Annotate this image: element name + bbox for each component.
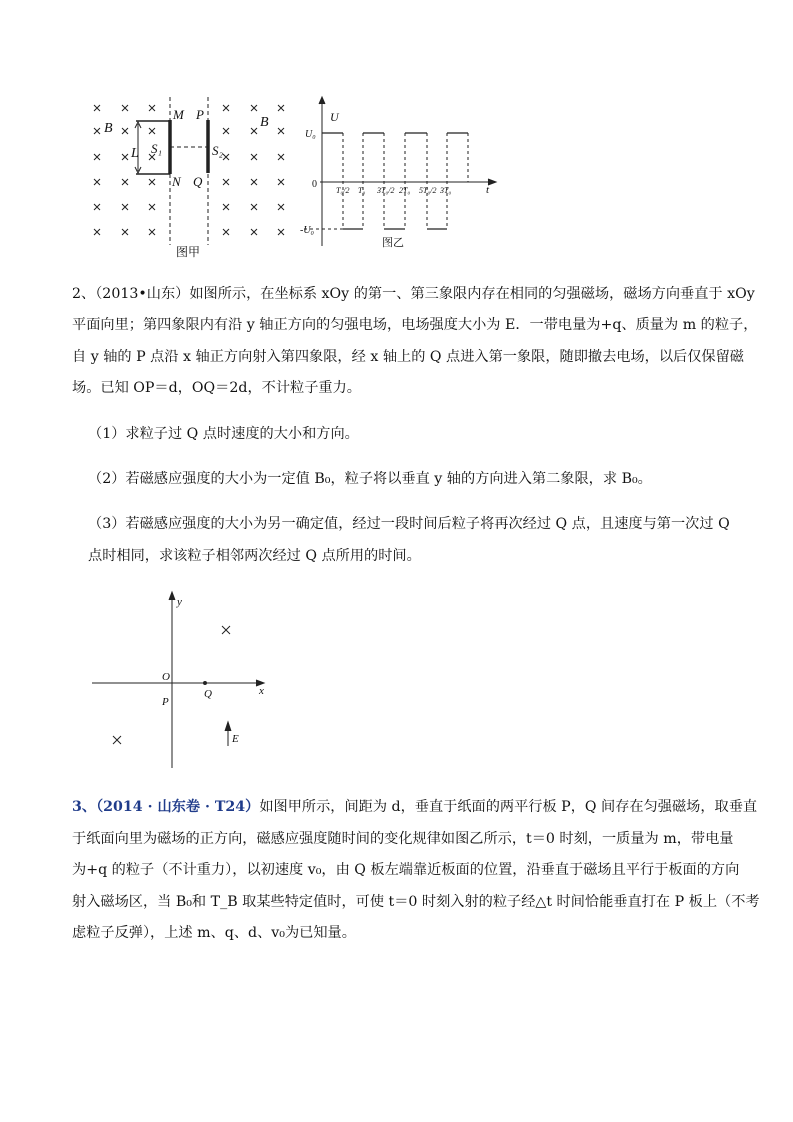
label-U0: U₀ bbox=[305, 129, 316, 140]
q3-line: 虑粒子反弹），上述 m、q、d、v₀为已知量。 bbox=[72, 925, 356, 941]
field-cross bbox=[223, 128, 229, 134]
field-cross bbox=[278, 179, 284, 185]
field-cross bbox=[149, 204, 155, 210]
label-neg-U0: -U₀ bbox=[300, 225, 315, 236]
field-cross bbox=[122, 154, 128, 160]
label-N: N bbox=[172, 174, 181, 189]
field-cross bbox=[94, 229, 100, 235]
field-cross bbox=[251, 105, 257, 111]
point-Q bbox=[204, 682, 207, 685]
q3-line: 如图甲所示，间距为 d，垂直于纸面的两平行板 P，Q 间存在匀强磁场，取垂直 bbox=[259, 799, 758, 815]
field-cross bbox=[251, 229, 257, 235]
label-y: y bbox=[177, 596, 182, 608]
field-cross bbox=[251, 128, 257, 134]
q2-sub1: （1）求粒子过 Q 点时速度的大小和方向。 bbox=[88, 426, 359, 442]
q3-line: 为+q 的粒子（不计重力），以初速度 v₀，由 Q 板左端靠近板面的位置，沿垂直于磁场且平行于板面的方向 bbox=[72, 862, 740, 878]
caption-yi: 图乙 bbox=[382, 237, 404, 249]
tick-5T0-2: 5T₀/2 bbox=[419, 186, 437, 195]
label-U: U bbox=[330, 110, 339, 124]
label-B-left: B bbox=[104, 121, 113, 136]
q2-line: 2、（2013•山东）如图所示，在坐标系 xOy 的第一、第三象限内存在相同的匀强磁场，磁场方向垂直于 xOy bbox=[72, 286, 755, 302]
q2-line: 场。已知 OP＝d，OQ＝2d，不计粒子重力。 bbox=[72, 380, 361, 396]
field-cross bbox=[149, 105, 155, 111]
field-cross bbox=[223, 229, 229, 235]
field-cross bbox=[122, 128, 128, 134]
field-cross bbox=[122, 179, 128, 185]
field-cross bbox=[94, 204, 100, 210]
tick-T0-2: T₀/2 bbox=[336, 186, 350, 195]
caption-jia: 图甲 bbox=[176, 245, 201, 259]
label-t: t bbox=[486, 184, 490, 196]
field-cross bbox=[122, 204, 128, 210]
field-cross bbox=[122, 105, 128, 111]
label-S1: S₁ bbox=[151, 141, 163, 156]
q3-line: 于纸面向里为磁场的正方向，磁感应强度随时间的变化规律如图乙所示，t＝0 时刻，一质量为 m，带电量 bbox=[72, 831, 734, 847]
field-cross bbox=[122, 229, 128, 235]
field-cross-1 bbox=[222, 626, 230, 634]
label-Q: Q bbox=[204, 688, 212, 700]
q2-line: 平面向里；第四象限内有沿 y 轴正方向的匀强电场，电场强度大小为 E．一带电量为+q、质量为 m 的粒子， bbox=[72, 317, 758, 333]
field-cross bbox=[149, 128, 155, 134]
field-cross bbox=[251, 154, 257, 160]
q2-sub2: （2）若磁感应强度的大小为一定值 B₀，粒子将以垂直 y 轴的方向进入第二象限，求 B₀。 bbox=[88, 471, 652, 487]
field-cross bbox=[278, 229, 284, 235]
q3-line: 射入磁场区，当 B₀和 T_B 取某些特定值时，可使 t＝0 时刻入射的粒子经△t 时间恰能垂直打在 P 板上（不考 bbox=[72, 894, 760, 910]
field-cross bbox=[278, 154, 284, 160]
tick-T0: T₀ bbox=[358, 186, 366, 195]
q3-first-line bbox=[72, 797, 758, 817]
field-cross bbox=[251, 204, 257, 210]
field-cross bbox=[94, 105, 100, 111]
field-cross bbox=[278, 128, 284, 134]
label-zero: 0 bbox=[312, 179, 317, 190]
magnetic-field-crosses bbox=[94, 105, 284, 235]
tick-3T0: 3T₀ bbox=[440, 186, 452, 195]
label-O: O bbox=[162, 671, 170, 683]
field-cross bbox=[94, 179, 100, 185]
field-cross bbox=[278, 204, 284, 210]
field-cross bbox=[223, 154, 229, 160]
label-S2: S₂ bbox=[212, 143, 224, 158]
field-cross bbox=[94, 128, 100, 134]
field-cross bbox=[149, 229, 155, 235]
figure-jia bbox=[94, 97, 284, 245]
waveform-dashed bbox=[304, 133, 468, 229]
field-cross bbox=[223, 179, 229, 185]
tick-3T0-2: 3T₀/2 bbox=[377, 186, 395, 195]
field-cross bbox=[223, 105, 229, 111]
q2-line: 自 y 轴的 P 点沿 x 轴正方向射入第四象限，经 x 轴上的 Q 点进入第一象限，随即撤去电场，以后仅保留磁 bbox=[72, 349, 744, 365]
label-M: M bbox=[173, 107, 184, 122]
q2-sub3: 点时相同，求该粒子相邻两次经过 Q 点所用的时间。 bbox=[88, 548, 421, 564]
tick-2T0: 2T₀ bbox=[399, 186, 411, 195]
label-P: P bbox=[196, 107, 204, 122]
label-Q: Q bbox=[193, 174, 203, 189]
field-cross-3 bbox=[113, 736, 121, 744]
field-cross bbox=[94, 154, 100, 160]
label-L: L bbox=[131, 146, 139, 161]
q3-source: 3、（2014 · 山东卷 · T24） bbox=[72, 799, 260, 815]
field-cross bbox=[251, 179, 257, 185]
field-cross bbox=[278, 105, 284, 111]
label-B-right: B bbox=[260, 115, 269, 130]
label-x: x bbox=[259, 685, 264, 697]
q2-sub3: （3）若磁感应强度的大小为另一确定值，经过一段时间后粒子将再次经过 Q 点，且速度与第一次过 Q bbox=[88, 516, 730, 532]
label-P: P bbox=[162, 696, 169, 708]
field-cross bbox=[223, 204, 229, 210]
label-E: E bbox=[232, 733, 239, 745]
field-cross bbox=[149, 179, 155, 185]
